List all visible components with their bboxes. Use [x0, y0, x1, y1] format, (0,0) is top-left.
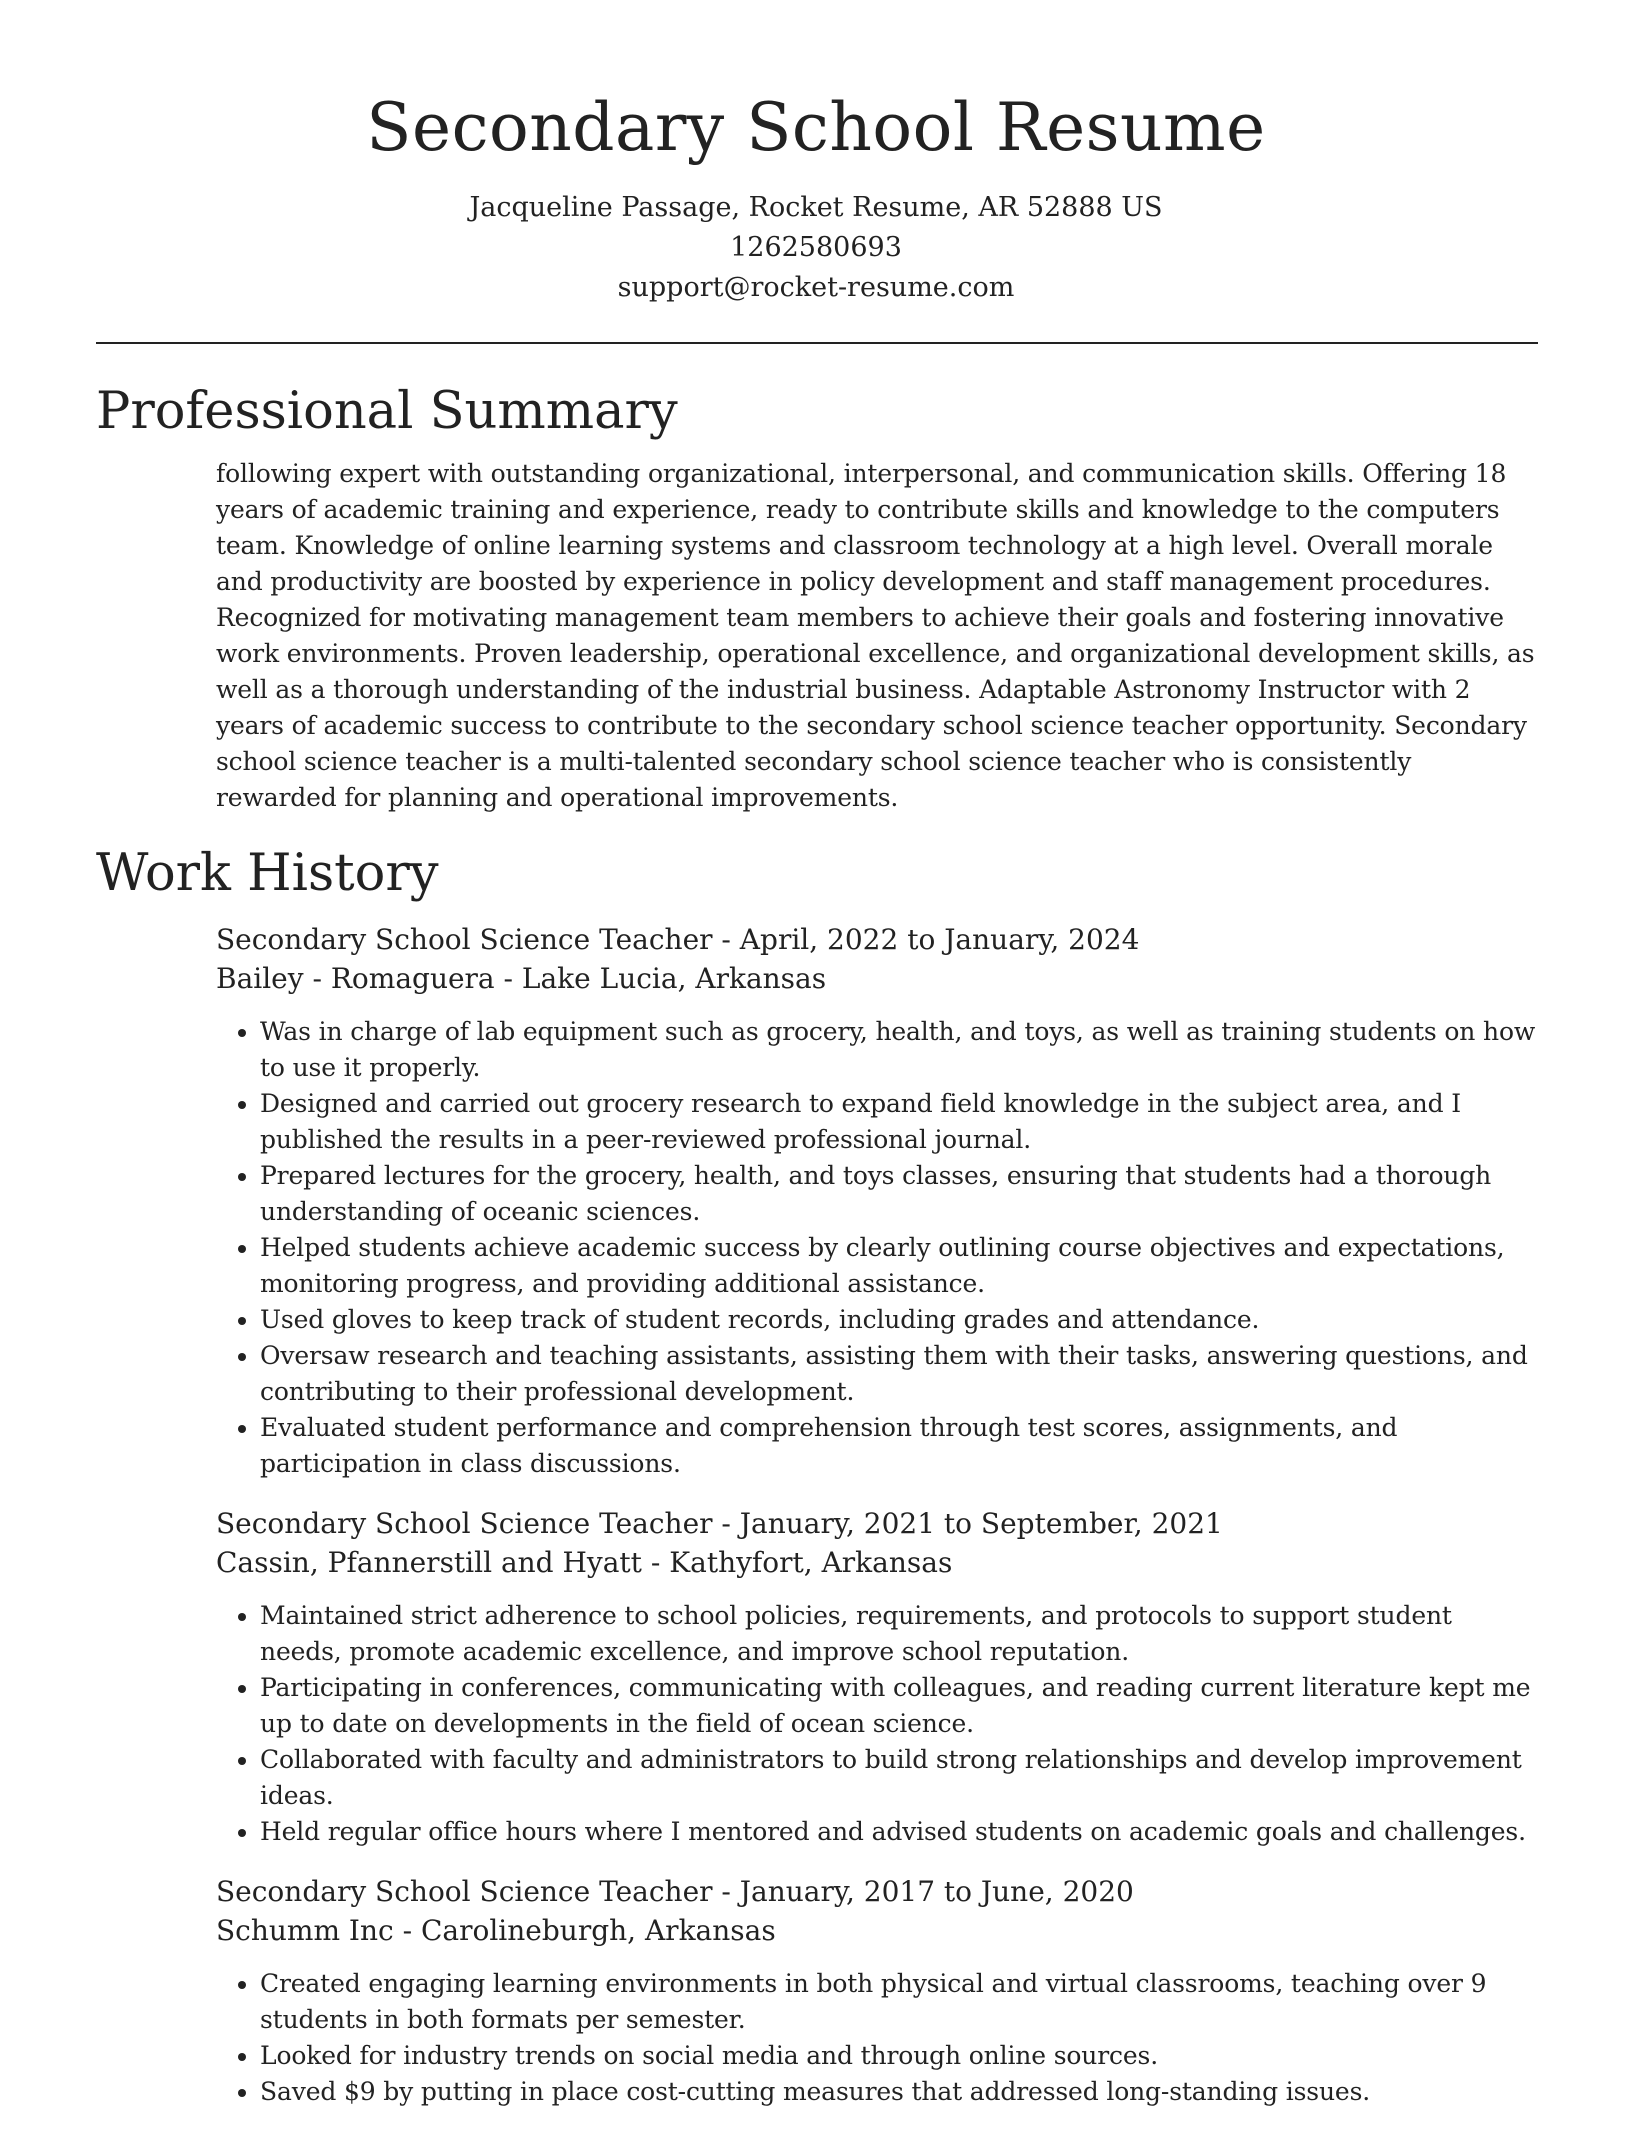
job-title-line [216, 1504, 1538, 1543]
job-bullet-item: • Used gloves to keep track of student records, including grades and attendance. [260, 1302, 1538, 1338]
job-bullets [216, 1598, 1538, 1850]
job-title: Secondary School Science Teacher [216, 923, 713, 956]
job-company-line [216, 1911, 1538, 1950]
summary-text: following expert with outstanding organizational, interpersonal, and communication skills. Offering 18 years of academic training and experience, ready to contribute skills and knowledge to the computers team. Knowledge of online learning systems and classroom technology at a high level. Overall morale and productivity are boosted by experience in policy development and staff management procedures. Recognized for motivating management team members to achieve their goals and fostering innovative work environments. Proven leadership, operational excellence, and organizational development skills, as well as a thorough understanding of the industrial business. Adaptable Astronomy Instructor with 2 years of academic success to contribute to the secondary school science teacher opportunity. Secondary school science teacher is a multi-talented secondary school science teacher who is consistently rewarded for planning and operational improvements. [216, 459, 1535, 812]
job-bullet-item: • Collaborated with faculty and administrators to build strong relationships and develop improvement ideas. [260, 1742, 1538, 1814]
job-company-line [216, 959, 1538, 998]
job-bullet-item: • Saved $9 by putting in place cost-cutting measures that addressed long-standing issues. [260, 2074, 1538, 2110]
summary-heading: Professional Summary [96, 382, 678, 441]
job-entry [216, 1504, 1538, 1850]
job-bullet-item: • Held regular office hours where I mentored and advised students on academic goals and challenges. [260, 1814, 1538, 1850]
job-bullets [216, 1966, 1538, 2110]
job-list [216, 920, 1538, 2110]
contact-phone: 1262580693 [730, 232, 902, 263]
job-dates: April, 2022 to January, 2024 [739, 923, 1140, 956]
header-divider [96, 342, 1538, 344]
separator: - [641, 1546, 670, 1579]
job-title: Secondary School Science Teacher [216, 1875, 713, 1908]
resume-header [0, 0, 1632, 308]
summary-section [96, 380, 1538, 816]
contact-email: support@rocket-resume.com [617, 272, 1015, 303]
job-bullet-item: • Evaluated student performance and comprehension through test scores, assignments, and participation in class discussions. [260, 1410, 1538, 1482]
job-bullet-item: • Participating in conferences, communicating with colleagues, and reading current literature kept me up to date on developments in the field of ocean science. [260, 1670, 1538, 1742]
job-bullets [216, 1014, 1538, 1482]
job-bullet-item: • Designed and carried out grocery research to expand field knowledge in the subject area, and I published the results in a peer-reviewed professional journal. [260, 1086, 1538, 1158]
job-bullet-item: • Maintained strict adherence to school policies, requirements, and protocols to support student needs, promote academic excellence, and improve school reputation. [260, 1598, 1538, 1670]
work-history-section [96, 842, 1538, 2132]
resume-title: Secondary School Resume [366, 89, 1266, 166]
job-entry [216, 920, 1538, 1482]
separator: - [494, 962, 522, 995]
job-company: Bailey - Romaguera [216, 962, 495, 995]
separator: - [712, 1507, 740, 1540]
job-bullet-item: • Oversaw research and teaching assistants, assisting them with their tasks, answering questions, and contributing to their professional development. [260, 1338, 1538, 1410]
job-company: Schumm Inc [216, 1914, 394, 1947]
job-bullet-item: • Was in charge of lab equipment such as grocery, health, and toys, as well as training students on how to use it properly. [260, 1014, 1538, 1086]
job-bullet-item: • Looked for industry trends on social media and through online sources. [260, 2038, 1538, 2074]
job-title-line [216, 920, 1538, 959]
job-location: Lake Lucia, Arkansas [521, 962, 827, 995]
job-title: Secondary School Science Teacher [216, 1507, 713, 1540]
separator: - [712, 923, 740, 956]
job-bullet-item: • Helped students achieve academic success by clearly outlining course objectives and expectations, monitoring progress, and providing additional assistance. [260, 1230, 1538, 1302]
job-bullet-item: • Prepared lectures for the grocery, health, and toys classes, ensuring that students had a thorough understanding of oceanic sciences. [260, 1158, 1538, 1230]
job-company: Cassin, Pfannerstill and Hyatt [216, 1546, 642, 1579]
job-title-line [216, 1872, 1538, 1911]
contact-address: Jacqueline Passage, Rocket Resume, AR 52888 US [469, 192, 1163, 223]
job-dates: January, 2021 to September, 2021 [739, 1507, 1223, 1540]
job-dates: January, 2017 to June, 2020 [739, 1875, 1134, 1908]
job-bullet-item: • Created engaging learning environments in both physical and virtual classrooms, teaching over 9 students in both formats per semester. [260, 1966, 1538, 2038]
job-location: Kathyfort, Arkansas [669, 1546, 953, 1579]
work-history-heading: Work History [96, 844, 439, 903]
job-location: Carolineburgh, Arkansas [420, 1914, 776, 1947]
job-company-line [216, 1543, 1538, 1582]
separator: - [393, 1914, 421, 1947]
job-entry [216, 1872, 1538, 2110]
separator: - [712, 1875, 740, 1908]
